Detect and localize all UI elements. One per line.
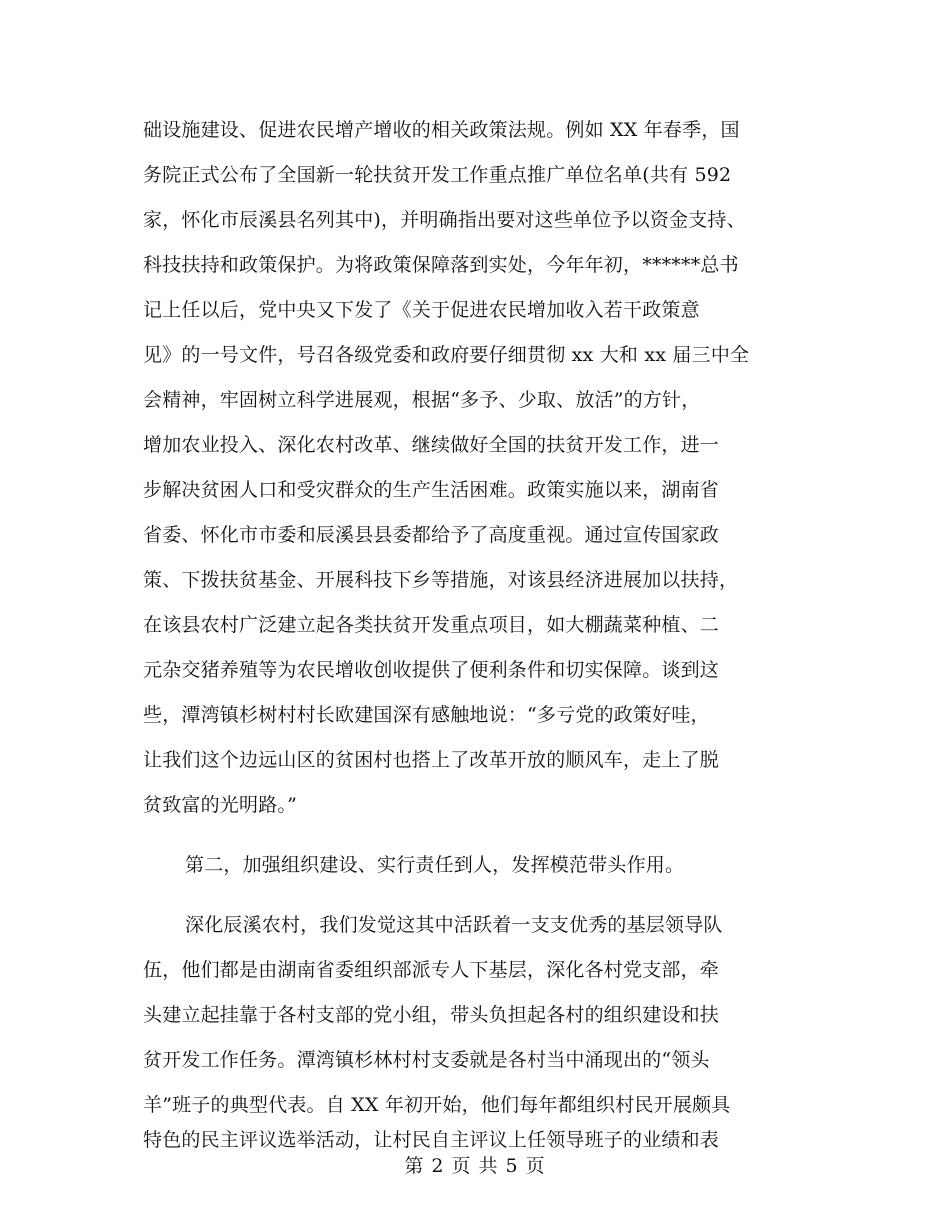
text-line: 贫致富的光明路。” <box>143 794 298 816</box>
page-number: 第 2 页 共 5 页 <box>404 1155 546 1177</box>
text-line: 记上任以后，党中央又下发了《关于促进农民增加收入若干政策意 <box>143 299 700 321</box>
text-line: 贫开发工作任务。潭湾镇杉林村村支委就是各村当中涌现出的“领头 <box>143 1049 710 1071</box>
text-line: 羊”班子的典型代表。自 XX 年初开始，他们每年都组织村民开展颇具 <box>143 1094 731 1116</box>
text-line: 会精神，牢固树立科学进展观，根据“多予、少取、放活”的方针， <box>143 389 701 411</box>
text-line: 增加农业投入、深化农村改革、继续做好全国的扶贫开发工作，进一 <box>143 434 720 456</box>
section-heading: 第二，加强组织建设、实行责任到人，发挥模范带头作用。 <box>185 854 685 876</box>
text-line: 步解决贫困人口和受灾群众的生产生活困难。政策实施以来，湖南省 <box>143 479 720 501</box>
text-line: 伍，他们都是由湖南省委组织部派专人下基层，深化各村党支部，牵 <box>143 959 720 981</box>
text-line: 些，潭湾镇杉树村村长欧建国深有感触地说：“多亏党的政策好哇， <box>143 704 710 726</box>
text-line: 特色的民主评议选举活动，让村民自主评议上任领导班子的业绩和表 <box>143 1129 720 1151</box>
text-line: 深化辰溪农村，我们发觉这其中活跃着一支支优秀的基层领导队 <box>185 914 723 936</box>
text-line: 家，怀化市辰溪县名列其中)，并明确指出要对这些单位予以资金支持、 <box>143 209 746 231</box>
text-line: 头建立起挂靠于各村支部的党小组，带头负担起各村的组织建设和扶 <box>143 1004 720 1026</box>
text-line: 础设施建设、促进农民增产增收的相关政策法规。例如 XX 年春季，国 <box>143 119 740 141</box>
text-line: 在该县农村广泛建立起各类扶贫开发重点项目，如大棚蔬菜种植、二 <box>143 614 720 636</box>
text-line: 省委、怀化市市委和辰溪县县委都给予了高度重视。通过宣传国家政 <box>143 524 720 546</box>
text-line: 务院正式公布了全国新一轮扶贫开发工作重点推广单位名单(共有 592 <box>143 164 732 186</box>
text-line: 让我们这个边远山区的贫困村也搭上了改革开放的顺风车，走上了脱 <box>143 749 720 771</box>
text-line: 策、下拨扶贫基金、开展科技下乡等措施，对该县经济进展加以扶持， <box>143 569 739 591</box>
text-line: 科技扶持和政策保护。为将政策保障落到实处，今年年初，******总书 <box>143 254 739 276</box>
text-line: 元杂交猪养殖等为农民增收创收提供了便利条件和切实保障。谈到这 <box>143 659 720 681</box>
text-line: 见》的一号文件，号召各级党委和政府要仔细贯彻 xx 大和 xx 届三中全 <box>143 344 750 366</box>
